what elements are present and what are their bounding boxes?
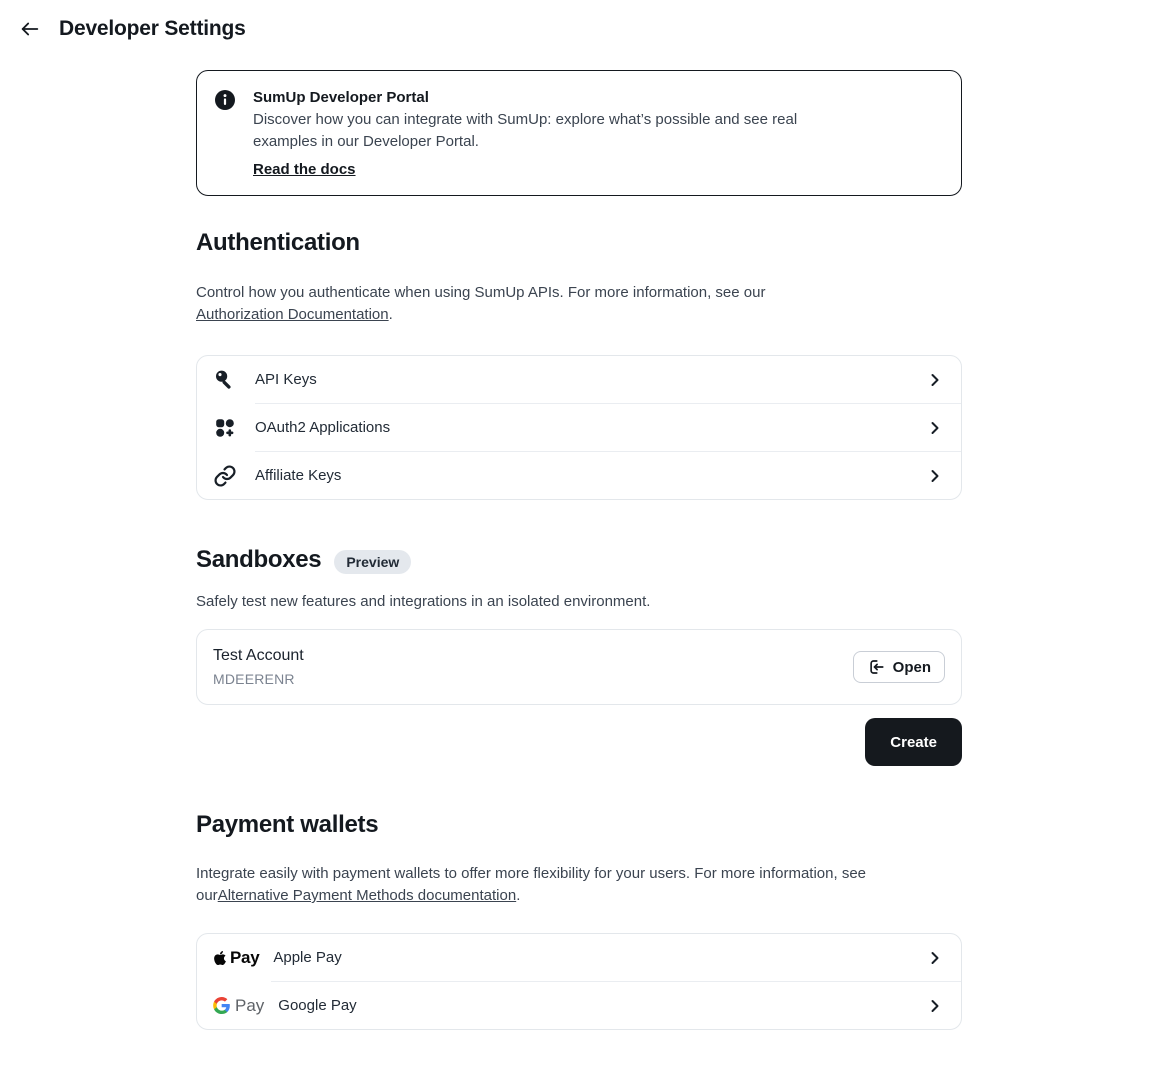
apple-pay-logo: [213, 948, 259, 968]
authentication-description-text: Control how you authenticate when using SumUp APIs. For more information, see our: [196, 284, 766, 301]
google-pay-wordmark: Pay: [235, 995, 265, 1015]
chevron-right-icon: [925, 996, 945, 1016]
authentication-list: [196, 355, 962, 500]
list-item-api-keys[interactable]: [197, 356, 961, 403]
account-code: MDEERENR: [213, 671, 295, 687]
authentication-description-period: .: [388, 306, 393, 323]
list-item-label: Google Pay: [278, 997, 357, 1014]
list-item-google-pay[interactable]: [197, 982, 961, 1029]
alternative-payment-methods-link[interactable]: Alternative Payment Methods documentation: [217, 887, 517, 904]
chevron-right-icon: [925, 948, 945, 968]
payment-wallets-description-period: .: [516, 887, 521, 904]
open-button-label: Open: [892, 658, 931, 676]
payment-wallets-heading: Payment wallets: [196, 811, 379, 838]
account-name: Test Account: [213, 647, 304, 664]
list-item-label: Apple Pay: [273, 949, 342, 966]
create-row: [196, 718, 962, 766]
page-header: [0, 0, 1162, 52]
payment-wallets-description: [196, 863, 962, 907]
account-info: [213, 645, 304, 689]
sandboxes-heading: Sandboxes: [196, 546, 322, 573]
apps-add-icon: [213, 416, 237, 440]
list-item-label: OAuth2 Applications: [255, 419, 391, 436]
list-item-label: Affiliate Keys: [255, 467, 342, 484]
payment-wallets-description-text: Integrate easily with payment wallets to offer more flexibility for your users. For more information, see our: [196, 865, 866, 904]
list-item-apple-pay[interactable]: [197, 934, 961, 981]
chevron-right-icon: [925, 418, 945, 438]
create-button[interactable]: Create: [865, 718, 962, 766]
authorization-documentation-link[interactable]: Authorization Documentation: [196, 306, 389, 323]
chevron-right-icon: [925, 466, 945, 486]
banner-content: [253, 87, 853, 179]
preview-badge: Preview: [334, 550, 411, 574]
open-button[interactable]: [853, 651, 945, 683]
sandboxes-heading-row: [196, 546, 962, 574]
main-content: [196, 70, 962, 1030]
google-g-icon: [213, 997, 230, 1014]
authentication-heading: Authentication: [196, 229, 360, 256]
page-title: Developer Settings: [59, 17, 246, 40]
info-icon: [213, 87, 237, 179]
payment-wallets-list: [196, 933, 962, 1030]
arrow-left-icon: [19, 18, 41, 40]
sandboxes-description: Safely test new features and integrations in an isolated environment.: [196, 593, 651, 610]
banner-title: SumUp Developer Portal: [253, 89, 429, 106]
google-pay-logo: [213, 996, 264, 1016]
list-item-label: API Keys: [255, 371, 317, 388]
log-in-icon: [867, 658, 885, 676]
banner-body: Discover how you can integrate with SumUp: explore what’s possible and see real examples in our Developer Portal.: [253, 111, 798, 150]
list-item-oauth2-applications[interactable]: [197, 404, 961, 451]
apple-icon: [213, 950, 227, 966]
test-account-card: [196, 629, 962, 705]
apple-pay-wordmark: Pay: [230, 947, 260, 967]
authentication-description: [196, 282, 841, 326]
link-icon: [213, 464, 237, 488]
developer-portal-banner: [196, 70, 962, 196]
list-item-affiliate-keys[interactable]: [197, 452, 961, 499]
read-the-docs-link[interactable]: Read the docs: [253, 161, 356, 178]
chevron-right-icon: [925, 370, 945, 390]
key-icon: [213, 368, 237, 392]
back-button[interactable]: [16, 15, 44, 43]
